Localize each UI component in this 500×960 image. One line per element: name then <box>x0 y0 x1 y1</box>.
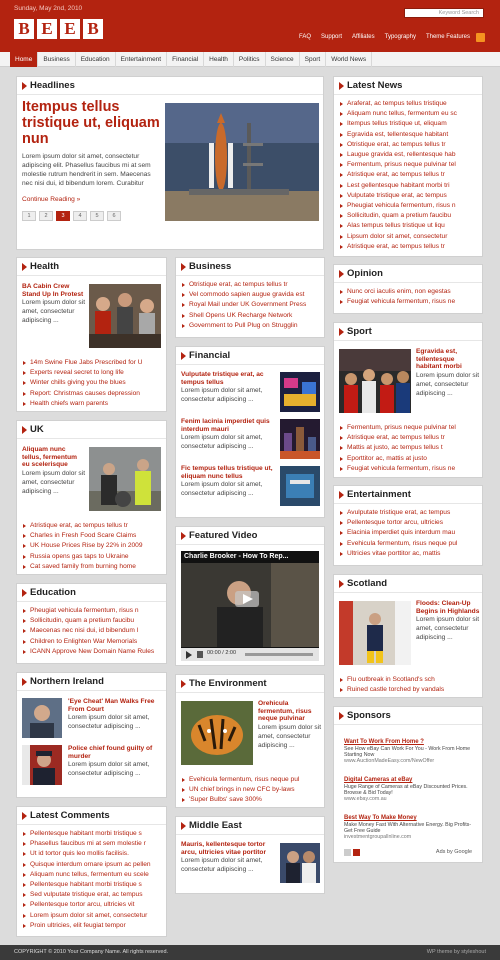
nav-education[interactable]: Education <box>76 52 116 67</box>
opinion-list <box>334 283 482 307</box>
ad-url[interactable]: www.AuctionMadeEasy.com/NewOffer <box>344 758 435 765</box>
video-frame-image <box>181 563 319 647</box>
section-heading: Middle East <box>176 817 324 835</box>
video-time: 00:00 / 2:00 <box>207 650 237 656</box>
sport-box <box>333 322 483 478</box>
copyright-text: COPYRIGHT © 2010 Your Company Name. All rights reserved. <box>14 949 169 955</box>
nav-world-news[interactable]: World News <box>326 52 372 67</box>
pager-button[interactable]: 5 <box>90 211 104 221</box>
story-text: Lorem ipsum dolor sit amet, consectetur adipiscing ... <box>416 616 480 641</box>
list-item[interactable]: Ultricies vitae porttitor ac, mattis <box>340 549 476 559</box>
list-item[interactable]: Phasellus faucibus mi at sem molestie r <box>23 839 160 849</box>
list-item[interactable]: Pellentesque habitant morbi tristique s <box>23 880 160 890</box>
nav-health[interactable]: Health <box>204 52 234 67</box>
tiger-image[interactable] <box>181 701 253 765</box>
top-bar <box>0 0 500 52</box>
ad-description: Huge Range of Cameras at eBay Discounted Prices. Browse & Bid Today! <box>344 784 468 797</box>
list-item[interactable]: Report: Christmas causes depression <box>23 389 162 399</box>
list-item[interactable]: Proin ultricies, elit feugiat tempor <box>23 921 160 931</box>
section-heading: Entertainment <box>334 486 482 504</box>
logo-letter: B <box>14 19 34 39</box>
volume-icon[interactable] <box>197 651 203 658</box>
sponsor-ad[interactable] <box>344 777 478 803</box>
list-item[interactable]: Vulputate tristique erat, ac tempus <box>340 191 476 201</box>
list-item[interactable]: Aliquam nunc tellus, fermentum eu sc <box>340 109 476 119</box>
uk-story[interactable] <box>22 446 86 496</box>
list-item[interactable]: Fermentum, prisus neque pulvinar tel <box>340 160 476 170</box>
uk-police-image[interactable] <box>89 447 161 511</box>
list-item[interactable]: Avulputate tristique erat, ac tempus <box>340 508 476 518</box>
video-controls <box>181 648 319 661</box>
nav-politics[interactable]: Politics <box>234 52 266 67</box>
theme-credit[interactable]: WP theme by styleshout <box>426 949 486 955</box>
current-date: Sunday, May 2nd, 2010 <box>14 5 83 12</box>
sponsors-box <box>333 706 483 863</box>
story-text: Lorem ipsum dolor sit amet, consectetur adipiscing ... <box>181 434 263 450</box>
nav-entertainment[interactable]: Entertainment <box>116 52 167 67</box>
list-item[interactable]: Otristique erat, ac tempus tellus tr <box>340 140 476 150</box>
city-night-image[interactable] <box>280 419 320 459</box>
list-item[interactable]: Atristique erat, ac tempus tellus tr <box>340 242 476 252</box>
list-item[interactable]: Elacinia imperdiet quis interdum mau <box>340 528 476 538</box>
environment-list <box>176 771 326 806</box>
list-item[interactable]: Laugue gravida est, rellentesque hab <box>340 150 476 160</box>
list-item[interactable]: Quisque interdum ornare ipsum ac pellen <box>23 860 160 870</box>
logo-letter: E <box>60 19 80 39</box>
ad-title[interactable]: Want To Work From Home ? <box>344 739 424 745</box>
list-item[interactable]: Evehicula fermentum, risus neque pul <box>182 775 320 785</box>
middle-east-box <box>175 816 325 894</box>
site-logo[interactable] <box>14 19 103 39</box>
section-heading: Business <box>176 258 324 276</box>
section-heading: Northern Ireland <box>17 673 166 691</box>
list-item[interactable]: Russia opens gas taps to Ukraine <box>23 552 162 562</box>
list-item[interactable]: Sollicitudin, quam a pretium faucibu <box>23 616 160 626</box>
play-icon[interactable] <box>186 651 192 659</box>
ad-url[interactable]: investmentgroupallnline.com <box>344 834 412 841</box>
list-item[interactable]: Atristique erat, ac tempus tellus tr <box>23 521 162 531</box>
middle-east-story[interactable] <box>181 841 279 874</box>
health-story[interactable] <box>22 283 86 325</box>
list-item[interactable]: Pellentesque habitant morbi tristique s <box>23 829 160 839</box>
top-link-affiliates[interactable]: Affiliates <box>352 34 375 40</box>
list-item[interactable]: Lorem ipsum dolor sit amet, consectetur <box>23 911 160 921</box>
business-list <box>176 276 324 331</box>
list-item[interactable]: Cat saved family from burning home <box>23 562 162 572</box>
list-item[interactable]: Feugiat vehicula fermentum, risus ne <box>340 297 476 307</box>
health-list <box>17 354 168 409</box>
list-item[interactable]: Charles in Fresh Food Scare Claims <box>23 531 162 541</box>
headline-story-title[interactable]: Itempus tellus tristique ut, eliquam nun <box>22 99 160 147</box>
education-box <box>16 583 167 664</box>
section-heading: Latest Comments <box>17 807 166 825</box>
pager-button[interactable]: 1 <box>22 211 36 221</box>
uk-list <box>17 517 168 572</box>
list-item[interactable]: Vel commodo sapien augue gravida est <box>182 290 318 300</box>
list-item[interactable]: Lest gellentesque habitant morbi tri <box>340 181 476 191</box>
list-item[interactable]: Aliquam nunc tellus, fermentum eu scele <box>23 870 160 880</box>
story-title[interactable]: Fenim lacinia imperdiet quis interdum mauri <box>181 418 270 433</box>
list-item[interactable]: Sed vulputate tristique erat, ac tempus <box>23 890 160 900</box>
list-item[interactable]: Fermentum, prisus neque pulvinar tel <box>340 423 478 433</box>
pager-button[interactable]: 2 <box>39 211 53 221</box>
list-item[interactable]: Children to Enlighten War Memorials <box>23 637 160 647</box>
nav-sport[interactable]: Sport <box>300 52 327 67</box>
section-heading: Latest News <box>334 77 482 95</box>
list-item[interactable]: Egravida est, tellentesque habitant <box>340 130 476 140</box>
next-ad-button[interactable] <box>353 849 360 856</box>
meeting-image[interactable] <box>280 843 320 883</box>
headline-pager <box>22 211 121 221</box>
ad-url[interactable]: www.ebay.com.au <box>344 796 387 803</box>
list-item[interactable]: Lipsum dolor sit amet, consectetur <box>340 232 476 242</box>
video-title: Charlie Brooker - How To Rep... <box>184 553 289 560</box>
list-item[interactable]: Pellentesque tortor arcu, ultricies vit <box>23 900 160 910</box>
story-title[interactable]: Fic tempus tellus tristique ut, eliquam nunc tellus <box>181 465 273 480</box>
story-text: Lorem ipsum dolor sit amet, consectetur adipiscing ... <box>22 299 86 324</box>
story-title[interactable]: Orehicula fermentum, risus neque pulvinar <box>258 700 312 722</box>
ad-title[interactable]: Best Way To Make Money <box>344 815 417 821</box>
list-item[interactable]: Ruined castle torched by vandals <box>340 685 478 695</box>
uk-box <box>16 420 167 575</box>
financial-story-1[interactable] <box>181 371 279 404</box>
story-title[interactable]: Vulputate tristique erat, ac tempus tellus <box>181 371 264 386</box>
trading-screen-image[interactable] <box>280 372 320 412</box>
top-link-support[interactable]: Support <box>321 34 343 40</box>
list-item[interactable]: ICANN Approve New Domain Name Rules <box>23 647 160 657</box>
section-heading: Featured Video <box>176 527 324 545</box>
list-item[interactable]: Health chiefs warn parents <box>23 399 162 409</box>
story-text: Lorem ipsum dolor sit amet, consectetur adipiscing ... <box>22 469 86 495</box>
health-box <box>16 257 167 412</box>
list-item[interactable]: 'Super Bulbs' save 300% <box>182 795 320 805</box>
sponsor-ad[interactable] <box>344 739 478 765</box>
section-heading: Sport <box>334 323 482 341</box>
main-navigation <box>0 52 500 67</box>
ad-title[interactable]: Digital Cameras at eBay <box>344 777 413 783</box>
section-heading: Headlines <box>17 77 323 95</box>
list-item[interactable]: Flu outbreak in Scotland's sch <box>340 675 478 685</box>
list-item[interactable]: Evehicula fermentum, risus neque pul <box>340 539 476 549</box>
environment-box <box>175 674 325 808</box>
list-item[interactable]: UN chief brings in new CFC by-laws <box>182 785 320 795</box>
top-links <box>299 34 470 40</box>
police-chief-image[interactable] <box>22 745 62 785</box>
featured-video-box <box>175 526 325 666</box>
headlines-box <box>16 76 324 250</box>
story-text: Lorem ipsum dolor sit amet, consectetur adipiscing ... <box>181 857 263 873</box>
sport-story[interactable] <box>416 348 480 398</box>
list-item[interactable]: Maecenas nec nisi dui, id bibendum l <box>23 626 160 636</box>
section-heading: UK <box>17 421 166 439</box>
list-item[interactable]: Nunc orci iaculis enim, non egestas <box>340 287 476 297</box>
list-item[interactable]: Ut id tortor quis leo mollis facilisis. <box>23 849 160 859</box>
list-item[interactable]: Pheugiat vehicula fermentum, risus n <box>23 606 160 616</box>
latest-comments-box <box>16 806 167 937</box>
section-heading: Education <box>17 584 166 602</box>
video-player[interactable] <box>181 551 319 661</box>
story-text: Lorem ipsum dolor sit amet, consectetur adipiscing ... <box>68 761 150 777</box>
search-input[interactable]: Keyword Search <box>404 8 484 18</box>
top-link-faq[interactable]: FAQ <box>299 34 312 40</box>
scotland-list <box>334 671 484 695</box>
list-item[interactable]: Alas tempus tellus tristique ut liqu <box>340 221 476 231</box>
list-item[interactable]: Pellentesque tortor arcu, ultricies <box>340 518 476 528</box>
story-title[interactable]: Egravida est, tellentesque habitant morbi <box>416 348 462 370</box>
headline-story-text: Lorem ipsum dolor sit amet, consectetur adipiscing elit. Phasellus faucibus mi at sem molestie rutrum hendrerit in sem. Maecenas nec nisi dui, id bibendum lorem. Curabitur <box>22 153 151 187</box>
nav-home[interactable]: Home <box>10 52 38 67</box>
sport-list <box>334 419 484 474</box>
list-item[interactable]: 14m Swine Flue Jabs Prescribed for U <box>23 358 162 368</box>
nav-business[interactable]: Business <box>38 52 75 67</box>
continue-reading-link[interactable]: Continue Reading » <box>22 196 81 203</box>
ads-by-google-label[interactable]: Ads by Google <box>435 849 472 855</box>
top-link-typography[interactable]: Typography <box>384 34 416 40</box>
list-item[interactable]: Atristique erat, ac tempus tellus tr <box>340 170 476 180</box>
bank-logo-image[interactable] <box>280 466 320 506</box>
list-item[interactable]: Itempus tellus tristique ut, eliquam <box>340 119 476 129</box>
ni-story-2[interactable] <box>68 745 164 778</box>
sponsor-ad[interactable] <box>344 815 478 841</box>
list-item[interactable]: Sollicitudin, quam a pretium faucibu <box>340 211 476 221</box>
seek-bar[interactable] <box>245 653 313 656</box>
ad-description: See How eBay Can Work For You - Work From Home Starting Now <box>344 746 471 759</box>
man-portrait-image[interactable] <box>22 698 62 738</box>
story-text: Lorem ipsum dolor sit amet, consectetur adipiscing ... <box>258 723 322 749</box>
story-title[interactable]: Floods: Clean-Up Begins in Highlands <box>416 600 480 615</box>
story-title[interactable]: 'Eye Cheat' Man Walks Free From Court <box>68 698 155 713</box>
list-item[interactable]: Royal Mail under UK Government Press <box>182 300 318 310</box>
northern-ireland-box <box>16 672 167 798</box>
list-item[interactable]: Winter chills giving you the blues <box>23 378 162 388</box>
protest-crowd-image[interactable] <box>89 284 161 348</box>
list-item[interactable]: Atristique erat, ac tempus tellus tr <box>340 433 478 443</box>
pager-button[interactable]: 4 <box>73 211 87 221</box>
list-item[interactable]: Eporttitor ac, mattis at justo <box>340 454 478 464</box>
flood-cleanup-image[interactable] <box>339 601 411 665</box>
list-item[interactable]: Shell Opens UK Recharge Network <box>182 311 318 321</box>
entertainment-box <box>333 485 483 566</box>
entertainment-list <box>334 504 482 559</box>
top-link-theme-features[interactable]: Theme Features <box>425 34 470 40</box>
football-crowd-image[interactable] <box>339 349 411 413</box>
section-heading: Financial <box>176 347 324 365</box>
comments-list <box>17 825 166 931</box>
list-item[interactable]: Pheugiat vehicula fermentum, risus n <box>340 201 476 211</box>
pager-button[interactable]: 6 <box>107 211 121 221</box>
list-item[interactable]: Feugiat vehicula fermentum, risus ne <box>340 464 478 474</box>
education-list <box>17 602 166 657</box>
rss-icon[interactable] <box>476 33 485 42</box>
financial-story-2[interactable] <box>181 418 279 451</box>
page-footer <box>0 945 500 960</box>
section-heading: Opinion <box>334 265 482 283</box>
logo-letter: B <box>83 19 103 39</box>
nav-financial[interactable]: Financial <box>167 52 204 67</box>
financial-box <box>175 346 325 518</box>
list-item[interactable]: UK House Prices Rise by 22% in 2009 <box>23 541 162 551</box>
story-text: Lorem ipsum dolor sit amet, consectetur adipiscing ... <box>181 387 263 403</box>
story-text: Lorem ipsum dolor sit amet, consectetur adipiscing ... <box>416 371 480 397</box>
section-heading: The Environment <box>176 675 324 693</box>
logo-letter: E <box>37 19 57 39</box>
story-title[interactable]: Mauris, kellentesque tortor arcu, ultricies vitae portitor <box>181 841 267 856</box>
latest-news-box <box>333 76 483 257</box>
prev-ad-button[interactable] <box>344 849 351 856</box>
financial-story-3[interactable] <box>181 465 279 498</box>
story-title[interactable]: Aliquam nunc tellus, fermentum eu scelerisque <box>22 446 77 468</box>
list-item[interactable]: Araferat, ac tempus tellus tristique <box>340 99 476 109</box>
list-item[interactable]: Experts reveal secret to long life <box>23 368 162 378</box>
story-text: Lorem ipsum dolor sit amet, consectetur adipiscing ... <box>68 714 150 730</box>
list-item[interactable]: Otristique erat, ac tempus tellus tr <box>182 280 318 290</box>
environment-story[interactable] <box>258 700 322 750</box>
ad-description: Make Money Fast With Alternative Energy. Big Profits- Get Free Guide <box>344 822 472 835</box>
pager-button-current[interactable]: 3 <box>56 211 70 221</box>
list-item[interactable]: Mattis at justo, ac tempus tellus t <box>340 443 478 453</box>
opinion-box <box>333 264 483 314</box>
business-box <box>175 257 325 338</box>
section-heading: Sponsors <box>334 707 482 725</box>
story-title[interactable]: Police chief found guilty of murder <box>68 745 153 760</box>
scotland-story[interactable] <box>416 600 480 642</box>
story-text: Lorem ipsum dolor sit amet, consectetur adipiscing ... <box>181 481 263 497</box>
scotland-box <box>333 574 483 698</box>
list-item[interactable]: Government to Pull Plug on Strugglin <box>182 321 318 331</box>
ni-story-1[interactable] <box>68 698 164 731</box>
story-title[interactable]: BA Cabin Crew Stand Up In Protest <box>22 283 84 298</box>
section-heading: Scotland <box>334 575 482 593</box>
latest-news-list <box>334 95 482 252</box>
space-shuttle-image[interactable] <box>165 103 319 221</box>
nav-science[interactable]: Science <box>266 52 300 67</box>
section-heading: Health <box>17 258 166 276</box>
